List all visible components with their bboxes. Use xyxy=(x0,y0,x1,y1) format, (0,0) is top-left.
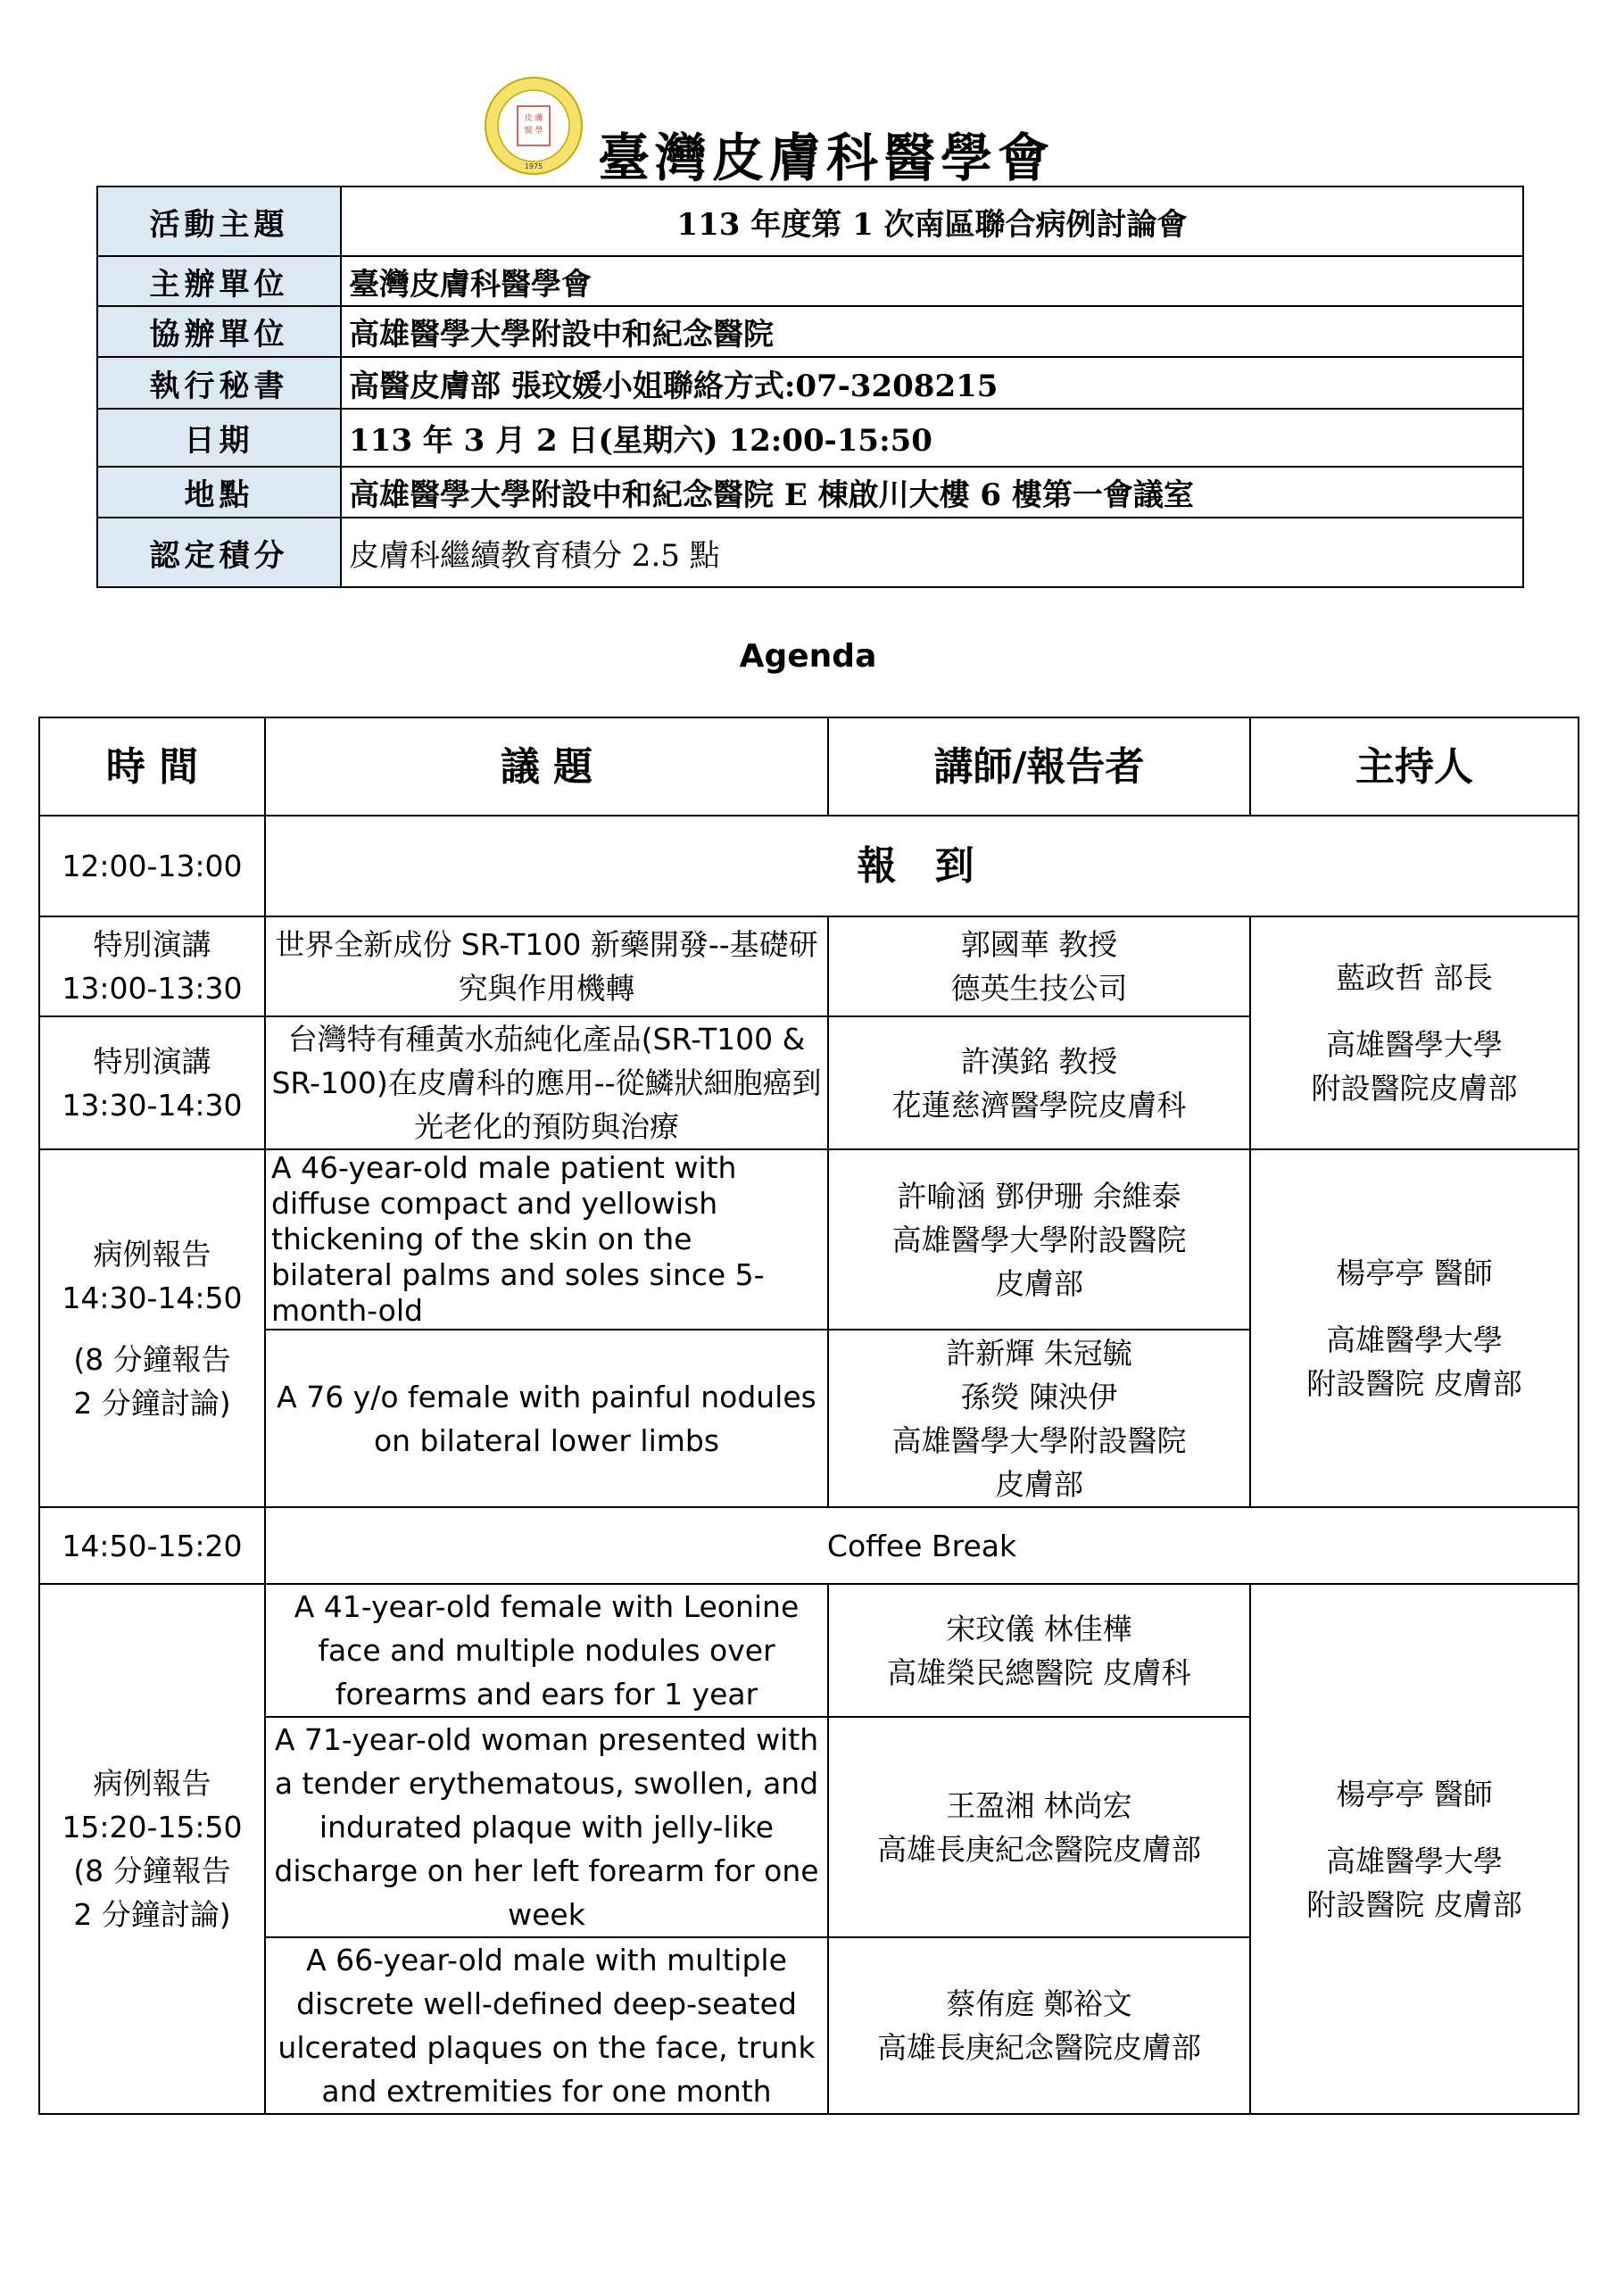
agenda-table xyxy=(38,717,1579,2115)
agenda-header-row xyxy=(39,717,1579,816)
event-info-table xyxy=(96,186,1524,588)
speaker-name: 許喻涵 鄧伊珊 余維泰 xyxy=(897,1178,1181,1214)
info-value: 高醫皮膚部 張玟媛小姐聯絡方式:07-3208215 xyxy=(341,357,1523,409)
time-cell: 12:00-13:00 xyxy=(39,816,265,916)
column-header-topic: 議 題 xyxy=(265,717,828,816)
speaker-cell xyxy=(828,1149,1250,1330)
agenda-row-case2-1 xyxy=(39,1584,1579,1717)
info-row-date xyxy=(97,409,1523,467)
info-row-organizer xyxy=(97,256,1523,306)
page-title: 臺灣皮膚科醫學會 xyxy=(598,128,1056,188)
info-value: 臺灣皮膚科醫學會 xyxy=(341,256,1523,306)
session-time: 13:30-14:30 xyxy=(62,1087,243,1123)
time-cell xyxy=(39,1149,265,1507)
info-value: 高雄醫學大學附設中和紀念醫院 E 棟啟川大樓 6 樓第一會議室 xyxy=(341,467,1523,518)
speaker-affiliation: 皮膚部 xyxy=(995,1265,1083,1301)
info-key: 日期 xyxy=(97,409,341,467)
session-type: 特別演講 xyxy=(93,927,211,962)
time-cell xyxy=(39,916,265,1016)
speaker-affiliation: 高雄長庚紀念醫院皮膚部 xyxy=(877,1831,1201,1867)
column-header-moderator: 主持人 xyxy=(1250,717,1579,816)
moderator-name: 藍政哲 部長 xyxy=(1336,960,1493,995)
info-value: 高雄醫學大學附設中和紀念醫院 xyxy=(341,306,1523,357)
column-header-time: 時 間 xyxy=(39,717,265,816)
speaker-cell xyxy=(828,1016,1250,1149)
break-label: Coffee Break xyxy=(265,1507,1579,1584)
topic-cell: A 41-year-old female with Leonine face and multiple nodules over forearms and ears for 1 year xyxy=(265,1584,828,1717)
info-row-co-organizer xyxy=(97,306,1523,357)
time-cell xyxy=(39,1016,265,1149)
info-key: 認定積分 xyxy=(97,518,341,587)
moderator-cell xyxy=(1250,1584,1579,2114)
topic-cell: A 71-year-old woman presented with a tender erythematous, swollen, and indurated plaque with jelly-like discharge on her left forearm for one week xyxy=(265,1717,828,1937)
moderator-affiliation: 高雄醫學大學 xyxy=(1326,1843,1503,1878)
info-row-credits xyxy=(97,518,1523,587)
session-note: 2 分鐘討論) xyxy=(73,1897,231,1932)
topic-cell: A 46-year-old male patient with diffuse compact and yellowish thickening of the skin on the bilateral palms and soles since 5-month-old xyxy=(265,1149,828,1330)
speaker-affiliation: 高雄長庚紀念醫院皮膚部 xyxy=(877,2030,1201,2065)
speaker-affiliation: 高雄榮民總醫院 皮膚科 xyxy=(887,1654,1191,1690)
speaker-affiliation: 德英生技公司 xyxy=(950,971,1128,1006)
info-key: 協辦單位 xyxy=(97,306,341,357)
session-time: 14:30-14:50 xyxy=(62,1280,243,1315)
session-type: 病例報告 xyxy=(93,1766,211,1801)
speaker-name: 許新輝 朱冠毓 xyxy=(946,1335,1132,1371)
speaker-name: 郭國華 教授 xyxy=(960,927,1118,962)
moderator-cell xyxy=(1250,1149,1579,1507)
column-header-speaker: 講師/報告者 xyxy=(828,717,1250,816)
info-row-theme xyxy=(97,186,1523,256)
moderator-affiliation: 高雄醫學大學 xyxy=(1326,1027,1503,1062)
info-value: 皮膚科繼續教育積分 2.5 點 xyxy=(341,518,1523,587)
session-type: 特別演講 xyxy=(93,1043,211,1079)
time-cell: 14:50-15:20 xyxy=(39,1507,265,1584)
info-value: 113 年度第 1 次南區聯合病例討論會 xyxy=(341,186,1523,256)
speaker-cell xyxy=(828,916,1250,1016)
info-key: 執行秘書 xyxy=(97,357,341,409)
speaker-cell xyxy=(828,1717,1250,1937)
topic-cell: 世界全新成份 SR-T100 新藥開發--基礎研究與作用機轉 xyxy=(265,916,828,1016)
agenda-title: Agenda xyxy=(739,638,877,675)
time-cell xyxy=(39,1584,265,2114)
agenda-row-special-1 xyxy=(39,916,1579,1016)
svg-text:1975: 1975 xyxy=(524,162,543,170)
speaker-name: 王盈湘 林尚宏 xyxy=(946,1787,1132,1823)
session-type: 病例報告 xyxy=(93,1236,211,1272)
speaker-name: 蔡侑庭 鄭裕文 xyxy=(946,1986,1132,2021)
moderator-name: 楊亭亭 醫師 xyxy=(1336,1256,1493,1290)
topic-cell: A 66-year-old male with multiple discrete well-defined deep-seated ulcerated plaques on the face, trunk and extremities for one month xyxy=(265,1937,828,2114)
moderator-affiliation: 附設醫院 皮膚部 xyxy=(1306,1366,1522,1401)
info-value: 113 年 3 月 2 日(星期六) 12:00-15:50 xyxy=(341,409,1523,467)
info-key: 活動主題 xyxy=(97,186,341,256)
moderator-cell xyxy=(1250,916,1579,1149)
speaker-name: 宋玟儀 林佳樺 xyxy=(946,1611,1132,1646)
moderator-affiliation: 附設醫院皮膚部 xyxy=(1311,1071,1518,1106)
info-row-location xyxy=(97,467,1523,518)
speaker-affiliation: 花蓮慈濟醫學院皮膚科 xyxy=(891,1087,1187,1123)
topic-cell: A 76 y/o female with painful nodules on bilateral lower limbs xyxy=(265,1330,828,1507)
agenda-row-break xyxy=(39,1507,1579,1584)
speaker-cell xyxy=(828,1584,1250,1717)
agenda-row-checkin xyxy=(39,816,1579,916)
session-time: 15:20-15:50 xyxy=(62,1810,243,1844)
session-time: 13:00-13:30 xyxy=(62,971,243,1006)
svg-text:皮 膚: 皮 膚 xyxy=(524,114,543,123)
speaker-affiliation: 高雄醫學大學附設醫院 xyxy=(891,1422,1187,1458)
page-header xyxy=(473,71,1098,187)
moderator-affiliation: 高雄醫學大學 xyxy=(1326,1322,1503,1357)
svg-text:醫 學: 醫 學 xyxy=(524,127,543,136)
checkin-label: 報 到 xyxy=(265,816,1579,916)
info-key: 主辦單位 xyxy=(97,256,341,306)
speaker-cell xyxy=(828,1937,1250,2114)
agenda-row-case1-1 xyxy=(39,1149,1579,1330)
moderator-affiliation: 附設醫院 皮膚部 xyxy=(1306,1886,1522,1922)
speaker-affiliation: 高雄醫學大學附設醫院 xyxy=(891,1222,1187,1257)
session-note: (8 分鐘報告 xyxy=(73,1853,231,1888)
info-row-secretary xyxy=(97,357,1523,409)
speaker-name: 許漢銘 教授 xyxy=(960,1043,1118,1079)
moderator-name: 楊亭亭 醫師 xyxy=(1336,1776,1493,1811)
info-key: 地點 xyxy=(97,467,341,518)
session-note: 2 分鐘討論) xyxy=(73,1385,231,1421)
topic-cell: 台灣特有種黃水茄純化產品(SR-T100 & SR-100)在皮膚科的應用--從鱗狀細胞癌到光老化的預防與治療 xyxy=(265,1016,828,1149)
speaker-name: 孫熒 陳泱伊 xyxy=(960,1379,1118,1414)
association-logo-icon xyxy=(484,76,584,176)
session-note: (8 分鐘報告 xyxy=(73,1341,231,1377)
speaker-affiliation: 皮膚部 xyxy=(995,1466,1083,1502)
speaker-cell xyxy=(828,1330,1250,1507)
